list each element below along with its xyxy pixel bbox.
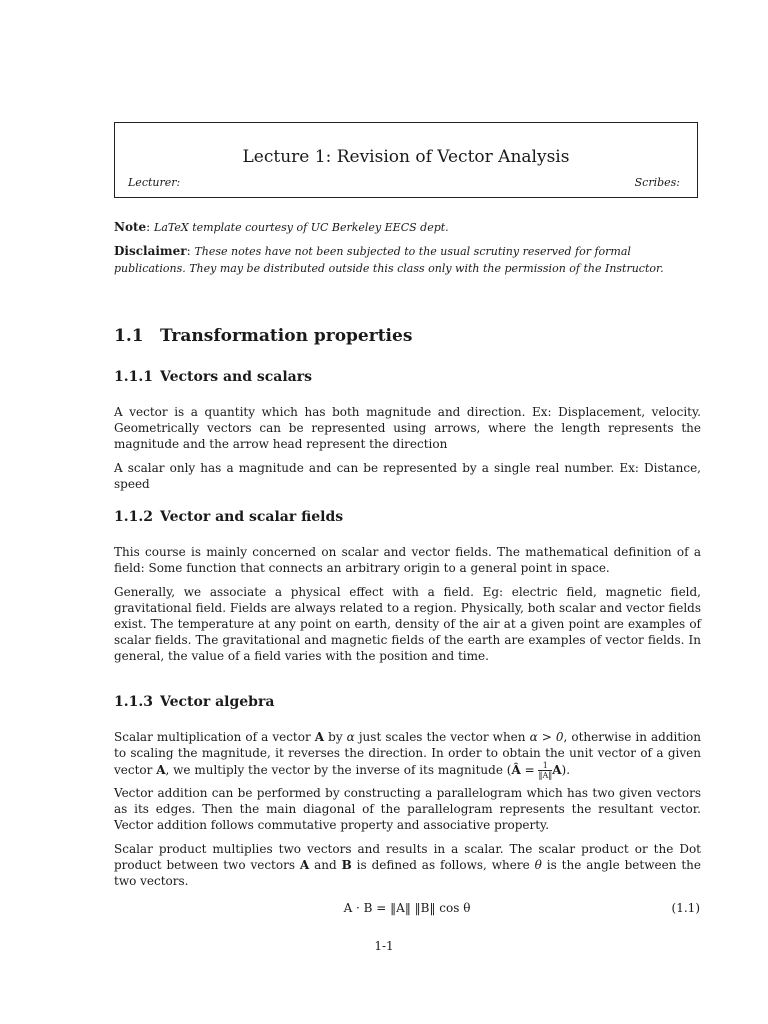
paragraph: A vector is a quantity which has both magnitude and direction. Ex: Displacement, velocity. Geometrically vectors can be represented using arrows, where the length represents the magnitude and the arrow head represent the direction bbox=[114, 405, 701, 451]
subsection-heading bbox=[114, 694, 274, 710]
math-symbol: α bbox=[346, 730, 355, 744]
unit-vector-symbol: Â bbox=[511, 763, 521, 777]
vector-symbol: A bbox=[314, 730, 325, 744]
subsection-title: Vector algebra bbox=[160, 694, 275, 710]
equation-body: A · B = ‖A‖ ‖B‖ cos θ bbox=[343, 901, 471, 915]
paragraph: This course is mainly concerned on scalar and vector fields. The mathematical definition of a field: Some function that connects an arbitrary origin to a general point in space. bbox=[114, 545, 701, 575]
subsection-number: 1.1.3 bbox=[114, 694, 153, 710]
disclaimer-label: Disclaimer bbox=[114, 244, 187, 258]
math-expression: α > 0 bbox=[529, 730, 564, 744]
page-number: 1-1 bbox=[374, 939, 394, 953]
note-text: LaTeX template courtesy of UC Berkeley EECS dept. bbox=[154, 221, 449, 234]
note-line: Note: LaTeX template courtesy of UC Berkeley EECS dept. bbox=[114, 220, 449, 234]
paragraph: Scalar multiplication of a vector A by α just scales the vector when α > 0, otherwise in addition to scaling the magnitude, it reverses the direction. In order to obtain the unit vector of a given vector A, we multiply the vector by the inverse of its magnitude (Â = $\frac{1}{‖A‖}$ A). bbox=[114, 730, 701, 780]
subsection-heading bbox=[114, 509, 343, 525]
section-title: Transformation properties bbox=[160, 326, 413, 346]
equation-number: (1.1) bbox=[671, 901, 700, 915]
paragraph: Generally, we associate a physical effect with a field. Eg: electric field, magnetic field, gravitational field. Fields are always related to a region. Physically, both scalar and vector fields exist. The temperature at any point on earth, density of the air at a given point are examples of scalar fields. The gravitational and magnetic fields of the earth are examples of vector fields. In general, the value of a field varies with the position and time. bbox=[114, 585, 701, 663]
vector-symbol: A bbox=[299, 858, 310, 872]
subsection-title: Vector and scalar fields bbox=[160, 509, 344, 525]
note-label: Note bbox=[114, 220, 147, 234]
paragraph: Vector addition can be performed by constructing a parallelogram which has two given vectors as its edges. Then the main diagonal of the parallelogram represents the resultant vector. Vector addition follows commutative property and associative property. bbox=[114, 786, 701, 832]
subsection-number: 1.1.2 bbox=[114, 509, 153, 525]
paragraph: A scalar only has a magnitude and can be represented by a single real number. Ex: Distance, speed bbox=[114, 461, 701, 491]
section-number: 1.1 bbox=[114, 326, 144, 346]
subsection-title: Vectors and scalars bbox=[160, 369, 312, 385]
vector-symbol: A bbox=[552, 763, 562, 777]
subsection-number: 1.1.1 bbox=[114, 369, 153, 385]
paragraph: Scalar product multiplies two vectors and results in a scalar. The scalar product or the Dot product between two vectors A and B is defined as follows, where θ is the angle between the two vectors. bbox=[114, 842, 701, 888]
section-heading bbox=[114, 326, 412, 346]
vector-symbol: A bbox=[156, 763, 166, 777]
scribes-label: Scribes: bbox=[634, 176, 680, 189]
lecturer-label: Lecturer: bbox=[128, 176, 181, 189]
disclaimer-text: These notes have not been subjected to the usual scrutiny reserved for formal publications. They may be distributed outside this class only with the permission of the Instructor. bbox=[114, 245, 664, 275]
lecture-header-box bbox=[114, 122, 698, 198]
fraction: $\frac{1}{‖A‖}$ bbox=[538, 761, 553, 780]
vector-symbol: B bbox=[341, 858, 352, 872]
disclaimer: Disclaimer: These notes have not been subjected to the usual scrutiny reserved for formal publications. They may be distributed outside this class only with the permission of the Instructor. bbox=[114, 244, 664, 275]
subsection-heading bbox=[114, 369, 312, 385]
equation bbox=[114, 901, 700, 919]
lecture-title: Lecture 1: Revision of Vector Analysis bbox=[242, 147, 570, 167]
math-symbol: θ bbox=[534, 858, 542, 872]
